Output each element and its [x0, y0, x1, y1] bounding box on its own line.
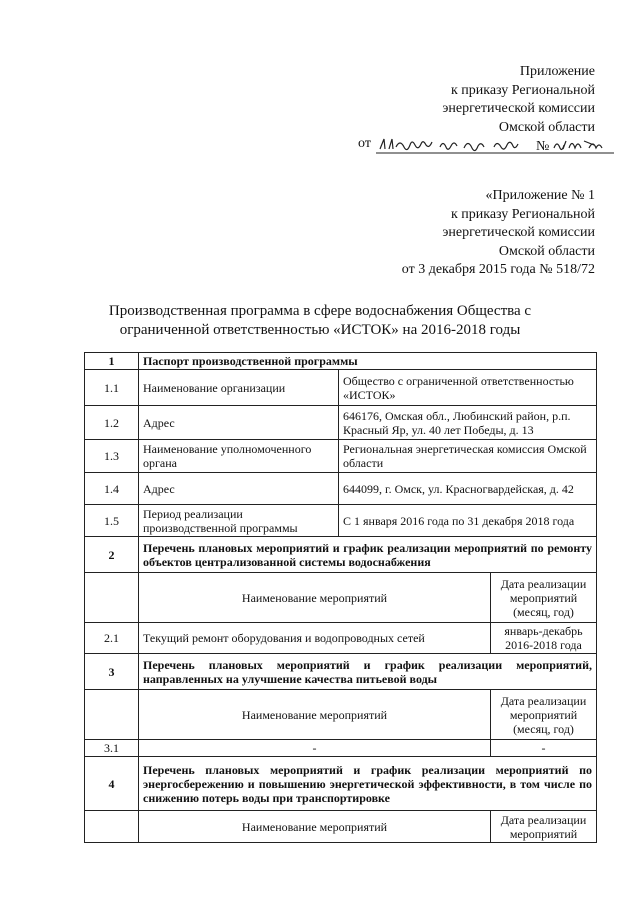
appendix-header — [442, 63, 595, 137]
order-date-prefix: от — [358, 136, 371, 151]
row-label: Наименование уполномоченного органа — [139, 440, 339, 473]
original-appendix-line: к приказу Региональной — [450, 206, 595, 222]
column-header-date: Дата реализации мероприятий (месяц, год) — [491, 690, 597, 740]
row-label: Адрес — [139, 406, 339, 440]
empty-cell — [85, 811, 139, 843]
appendix-header-line: Омской области — [498, 119, 595, 135]
section-number: 3 — [85, 654, 139, 690]
row-number: 1.5 — [85, 505, 139, 537]
row-number: 2.1 — [85, 623, 139, 654]
row-number: 1.1 — [85, 370, 139, 406]
section-title: Перечень плановых мероприятий и график реализации мероприятий по энергосбережению и повышению энергетической эффективности, в том числе по снижению потерь воды при транспортировке — [139, 757, 597, 811]
section-title: Перечень плановых мероприятий и график реализации мероприятий по ремонту объектов централизованной системы водоснабжения — [139, 537, 597, 573]
table-row — [85, 811, 597, 843]
original-appendix-line: Омской области — [498, 243, 595, 259]
table-row — [85, 757, 597, 811]
section-number: 1 — [85, 353, 139, 370]
table-row — [85, 623, 597, 654]
document-title-line: ограниченной ответственностью «ИСТОК» на 2016-2018 годы — [119, 322, 521, 338]
row-value: 646176, Омская обл., Любинский район, р.п. Красный Яр, ул. 40 лет Победы, д. 13 — [339, 406, 597, 440]
row-number: 1.3 — [85, 440, 139, 473]
table-row — [85, 690, 597, 740]
table-row — [85, 473, 597, 505]
table-row — [85, 505, 597, 537]
table-row — [85, 573, 597, 623]
section-number: 4 — [85, 757, 139, 811]
column-header-name: Наименование мероприятий — [139, 811, 491, 843]
section-number: 2 — [85, 537, 139, 573]
row-label: Период реализации производственной программы — [139, 505, 339, 537]
production-program-table — [84, 352, 597, 843]
row-value: 644099, г. Омск, ул. Красногвардейская, д. 42 — [339, 473, 597, 505]
row-number: 3.1 — [85, 740, 139, 757]
appendix-header-line: к приказу Региональной — [450, 82, 595, 98]
original-appendix-line: «Приложение № 1 — [485, 188, 595, 203]
empty-cell — [85, 690, 139, 740]
table-row — [85, 740, 597, 757]
section-title: Паспорт производственной программы — [139, 353, 597, 370]
original-appendix-line: энергетической комиссии — [442, 225, 595, 240]
document-title — [60, 302, 580, 340]
row-label: Адрес — [139, 473, 339, 505]
table-row — [85, 406, 597, 440]
column-header-name: Наименование мероприятий — [139, 573, 491, 623]
activity-date: январь-декабрь 2016-2018 года — [491, 623, 597, 654]
column-header-name: Наименование мероприятий — [139, 690, 491, 740]
table-row — [85, 353, 597, 370]
original-appendix-header — [402, 187, 595, 280]
activity-name: Текущий ремонт оборудования и водопроводных сетей — [139, 623, 491, 654]
appendix-header-line: Приложение — [519, 64, 595, 79]
original-appendix-line: от 3 декабря 2015 года № 518/72 — [401, 262, 595, 277]
row-value: С 1 января 2016 года по 31 декабря 2018 года — [339, 505, 597, 537]
table-row — [85, 537, 597, 573]
row-number: 1.2 — [85, 406, 139, 440]
column-header-date: Дата реализации мероприятий (месяц, год) — [491, 573, 597, 623]
section-title: Перечень плановых мероприятий и график реализации мероприятий, направленных на улучшение качества питьевой воды — [139, 654, 597, 690]
row-value: Общество с ограниченной ответственностью «ИСТОК» — [339, 370, 597, 406]
table-row — [85, 440, 597, 473]
activity-name: - — [139, 740, 491, 757]
row-value: Региональная энергетическая комиссия Омской области — [339, 440, 597, 473]
column-header-date: Дата реализации мероприятий — [491, 811, 597, 843]
order-date-handwritten — [358, 135, 618, 155]
table-row — [85, 654, 597, 690]
appendix-header-line: энергетической комиссии — [442, 101, 595, 116]
document-title-line: Производственная программа в сфере водоснабжения Общества с — [108, 303, 532, 319]
handwritten-date-signature — [376, 135, 616, 157]
row-label: Наименование организации — [139, 370, 339, 406]
table-row — [85, 370, 597, 406]
activity-date: - — [491, 740, 597, 757]
order-number-sign: № — [536, 139, 550, 154]
empty-cell — [85, 573, 139, 623]
row-number: 1.4 — [85, 473, 139, 505]
